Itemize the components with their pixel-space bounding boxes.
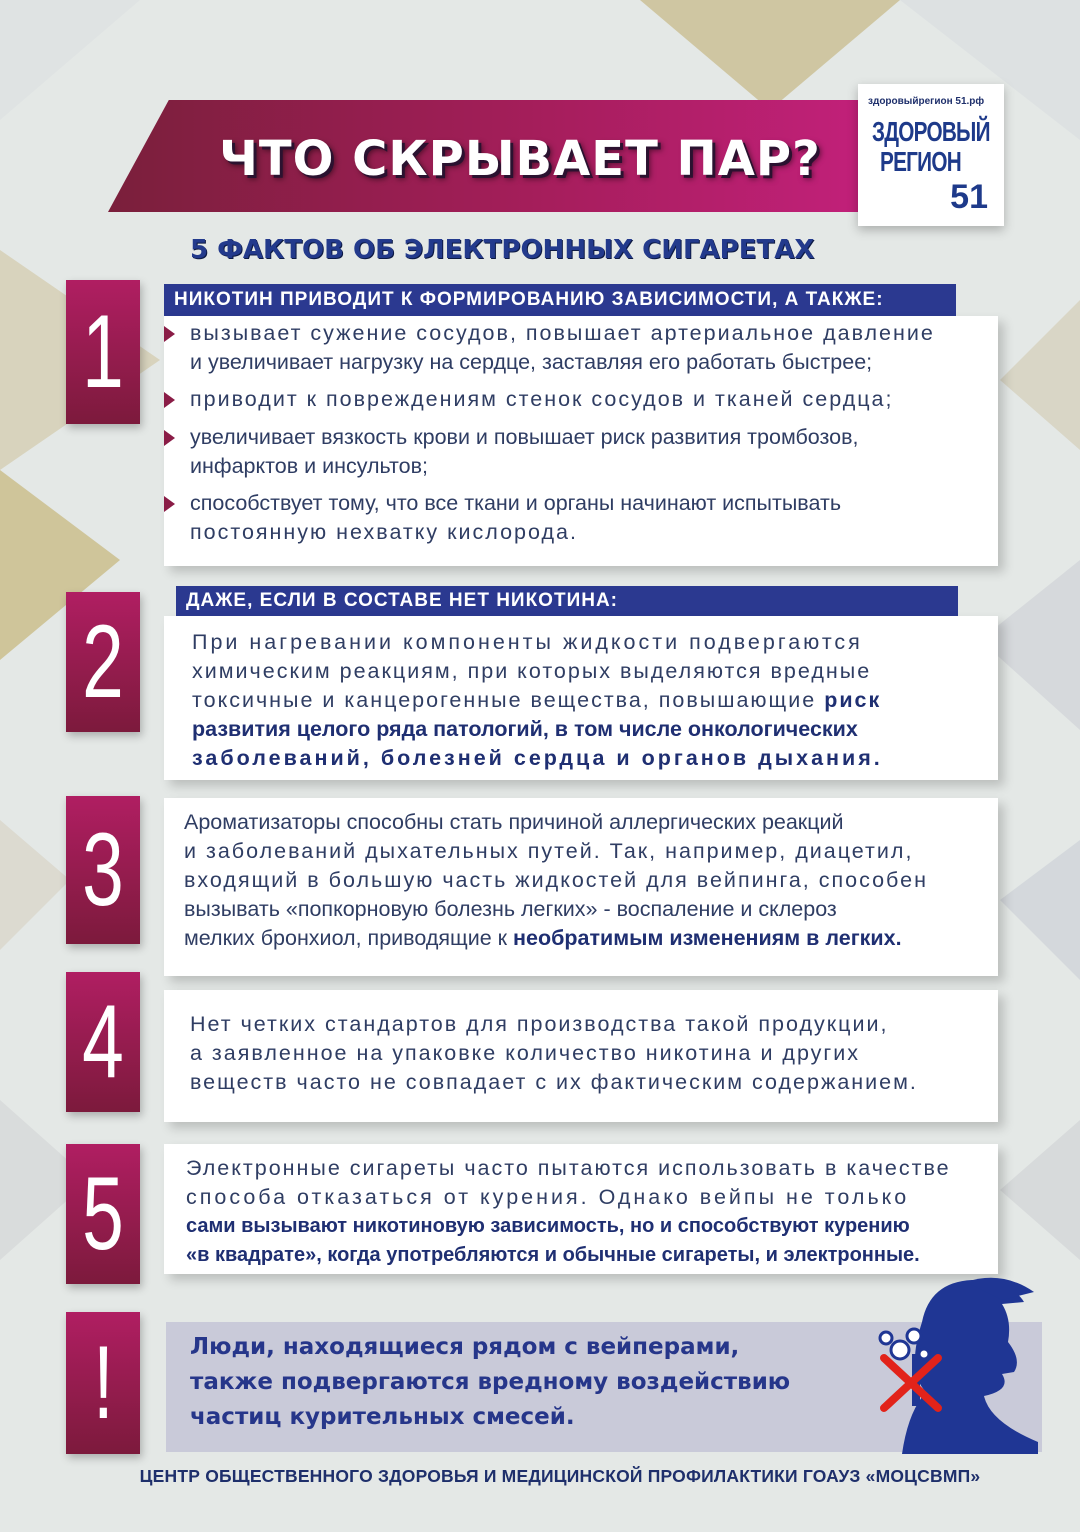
fact-2-text: При нагревании компоненты жидкости подвергаются химическим реакциям, при которых выделяются вредные токсичные и канцерогенные вещества, повышающие риск развития целого ряда патологий, в том числе онкологических заболеваний, болезней сердца и органов дыхания. [192, 630, 883, 770]
bullet-icon [164, 326, 175, 342]
fact-4-number: 4 [66, 972, 140, 1112]
fact-2-number: 2 [66, 592, 140, 732]
fact-4-text: Нет четких стандартов для производства такой продукции, а заявленное на упаковке количество никотина и других веществ часто не совпадает с их фактическим содержанием. [190, 1012, 918, 1094]
footer-organization: ЦЕНТР ОБЩЕСТВЕННОГО ЗДОРОВЬЯ И МЕДИЦИНСКОЙ ПРОФИЛАКТИКИ ГОАУЗ «МОЦСВМП» [139, 1466, 981, 1486]
logo-number: 51 [950, 178, 988, 216]
fact-1-number: 1 [66, 280, 140, 424]
fact-5-text: Электронные сигареты часто пытаются использовать в качестве способа отказаться от курения. Однако вейпы не только сами вызывают никотиновую зависимость, но и способствуют курению «в квадрате», когда употребляются и обычные сигареты, и электронные. [186, 1156, 951, 1266]
fact-1-bullet-4: способствует тому, что все ткани и органы начинают испытывать постоянную нехватку кислорода. [190, 491, 842, 544]
fact-1-bullet-3: увеличивает вязкость крови и повышает риск развития тромбозов, инфарктов и инсультов; [190, 425, 859, 478]
fact-1-header: НИКОТИН ПРИВОДИТ К ФОРМИРОВАНИЮ ЗАВИСИМОСТИ, А ТАКЖЕ: [164, 284, 956, 316]
logo-line-1: ЗДОРОВЫЙ [872, 116, 990, 147]
fact-1-bullet-2: приводит к повреждениям стенок сосудов и тканей сердца; [190, 387, 894, 411]
logo-url: здоровыйрегион 51.рф [868, 96, 985, 107]
fact-1-bullet-1: вызывает сужение сосудов, повышает артериальное давление и увеличивает нагрузку на сердце, заставляя его работать быстрее; [190, 321, 935, 374]
warning-text: Люди, находящиеся рядом с вейперами, также подвергаются вредному воздействию частиц курительных смесей. [190, 1334, 791, 1430]
fact-3-text: Ароматизаторы способны стать причиной аллергических реакций и заболеваний дыхательных путей. Так, например, диацетил, входящий в большую часть жидкостей для вейпинга, способен вызывать «попкорновую болезнь легких» - воспаление и склероз мелких бронхиол, приводящие к необратимым изменениям в легких. [184, 810, 928, 950]
bullet-icon [164, 392, 175, 408]
fact-5-number: 5 [66, 1144, 140, 1284]
page-title: ЧТО СКРЫВАЕТ ПАР? [219, 131, 821, 187]
logo-card [858, 84, 1004, 226]
logo-line-2: РЕГИОН [880, 146, 961, 177]
bullet-icon [164, 496, 175, 512]
fact-3-number: 3 [66, 796, 140, 944]
warning-number: ! [66, 1312, 140, 1454]
vaper-figure-icon [862, 1262, 1044, 1454]
fact-2-header: ДАЖЕ, ЕСЛИ В СОСТАВЕ НЕТ НИКОТИНА: [176, 586, 958, 616]
bullet-icon [164, 430, 175, 446]
subtitle: 5 ФАКТОВ ОБ ЭЛЕКТРОННЫХ СИГАРЕТАХ [190, 235, 815, 265]
